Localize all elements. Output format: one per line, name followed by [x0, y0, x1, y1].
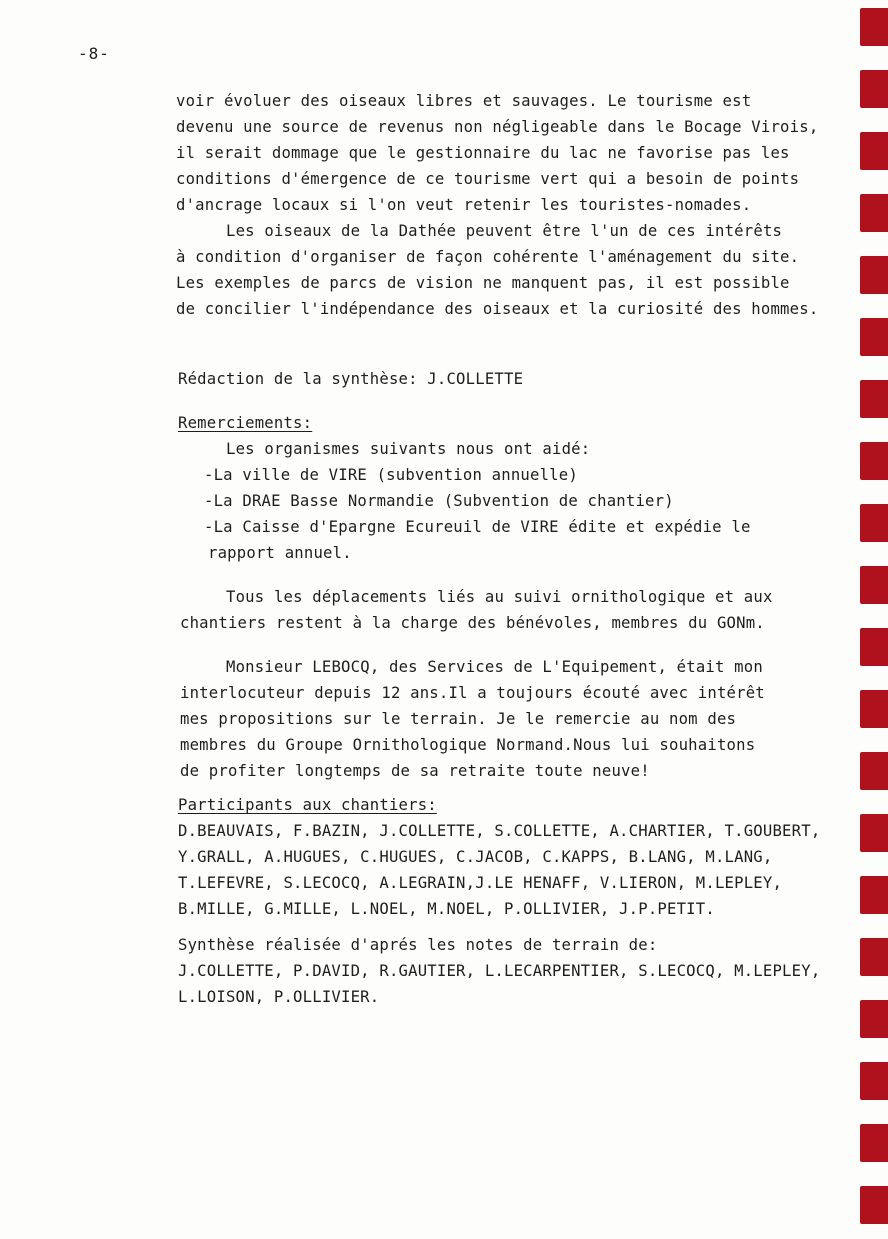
binding-tab [860, 380, 888, 418]
binding-tab [860, 938, 888, 976]
participants-heading: Participants aux chantiers: [178, 796, 437, 814]
binding-tab [860, 628, 888, 666]
binding-tab [860, 1062, 888, 1100]
synthese-line: J.COLLETTE, P.DAVID, R.GAUTIER, L.LECARPENTIER, S.LECOCQ, M.LEPLEY, [178, 962, 821, 980]
binding-tab [860, 690, 888, 728]
list-item: -La ville de VIRE (subvention annuelle) [204, 466, 578, 484]
body-line: d'ancrage locaux si l'on veut retenir les touristes-nomades. [176, 196, 752, 214]
list-item: -La DRAE Basse Normandie (Subvention de chantier) [204, 492, 674, 510]
binding-tab [860, 1186, 888, 1224]
body-line: conditions d'émergence de ce tourisme vert qui a besoin de points [176, 170, 800, 188]
binding-tab [860, 504, 888, 542]
redaction-line: Rédaction de la synthèse: J.COLLETTE [178, 370, 524, 388]
list-item: -La Caisse d'Epargne Ecureuil de VIRE édite et expédie le [204, 518, 751, 536]
body-line: mes propositions sur le terrain. Je le remercie au nom des [180, 710, 737, 728]
body-line: Les organismes suivants nous ont aidé: [226, 440, 591, 458]
body-line: interlocuteur depuis 12 ans.Il a toujours écouté avec intérêt [180, 684, 765, 702]
body-line: Tous les déplacements liés au suivi ornithologique et aux [226, 588, 773, 606]
body-line: voir évoluer des oiseaux libres et sauvages. Le tourisme est [176, 92, 752, 110]
body-line: à condition d'organiser de façon cohérente l'aménagement du site. [176, 248, 800, 266]
binding-tab [860, 442, 888, 480]
binding-tab [860, 752, 888, 790]
body-line: devenu une source de revenus non négligeable dans le Bocage Virois, [176, 118, 819, 136]
body-line: de concilier l'indépendance des oiseaux et la curiosité des hommes. [176, 300, 819, 318]
binding-tab [860, 194, 888, 232]
body-line: membres du Groupe Ornithologique Normand.Nous lui souhaitons [180, 736, 756, 754]
binding-tab [860, 132, 888, 170]
remerciements-heading: Remerciements: [178, 414, 313, 432]
synthese-line: L.LOISON, P.OLLIVIER. [178, 988, 380, 1006]
binding-tab [860, 318, 888, 356]
body-line: de profiter longtemps de sa retraite toute neuve! [180, 762, 650, 780]
body-line: il serait dommage que le gestionnaire du lac ne favorise pas les [176, 144, 790, 162]
binding-tab [860, 70, 888, 108]
binding-tab [860, 1000, 888, 1038]
binding-tab [860, 256, 888, 294]
list-item: rapport annuel. [208, 544, 352, 562]
binding-tab [860, 1124, 888, 1162]
synthese-heading: Synthèse réalisée d'aprés les notes de terrain de: [178, 936, 658, 954]
participants-line: B.MILLE, G.MILLE, L.NOEL, M.NOEL, P.OLLIVIER, J.P.PETIT. [178, 900, 715, 918]
binding-tab [860, 876, 888, 914]
body-line: Les exemples de parcs de vision ne manquent pas, il est possible [176, 274, 790, 292]
binding-tab [860, 8, 888, 46]
binding-tab [860, 814, 888, 852]
participants-line: T.LEFEVRE, S.LECOCQ, A.LEGRAIN,J.LE HENAFF, V.LIERON, M.LEPLEY, [178, 874, 783, 892]
spiral-binding [856, 0, 888, 1239]
body-line: Monsieur LEBOCQ, des Services de L'Equipement, était mon [226, 658, 763, 676]
body-line: Les oiseaux de la Dathée peuvent être l'un de ces intérêts [226, 222, 783, 240]
participants-line: Y.GRALL, A.HUGUES, C.HUGUES, C.JACOB, C.KAPPS, B.LANG, M.LANG, [178, 848, 773, 866]
page-number: -8- [78, 44, 110, 63]
binding-tab [860, 566, 888, 604]
body-line: chantiers restent à la charge des bénévoles, membres du GONm. [180, 614, 765, 632]
participants-line: D.BEAUVAIS, F.BAZIN, J.COLLETTE, S.COLLETTE, A.CHARTIER, T.GOUBERT, [178, 822, 821, 840]
